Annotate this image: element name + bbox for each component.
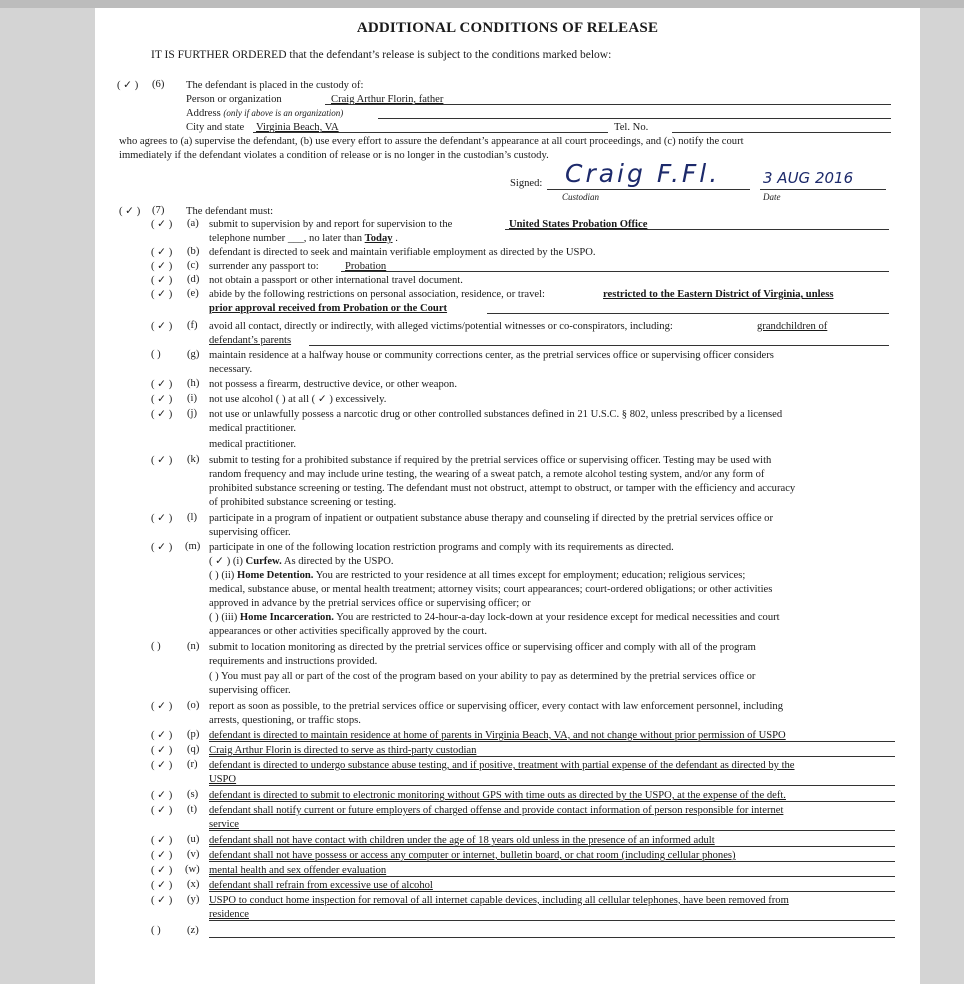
- item-m-letter: (m): [185, 541, 201, 552]
- item-k-text-3: prohibited substance screening or testing. The defendant must not obstruct, attempt to obstruct, or tamper with the efficiency and accuracy: [209, 483, 796, 494]
- item-z-checkbox: ( ): [151, 925, 161, 936]
- item-x-text: defendant shall refrain from excessive use of alcohol: [209, 880, 433, 891]
- item-c-letter: (c): [187, 260, 199, 271]
- signature-line: [547, 189, 750, 190]
- item-f-value-2: defendant’s parents: [209, 335, 292, 346]
- item-y-text-2: residence: [209, 909, 249, 920]
- item-w-checkbox: ( ✓ ): [151, 865, 173, 876]
- item-d-text: not obtain a passport or other international travel document.: [209, 275, 463, 286]
- item-g-text-2: necessary.: [209, 364, 253, 375]
- item-r-text-2: USPO: [209, 774, 237, 785]
- city-label: City and state: [186, 122, 245, 133]
- item-q-checkbox: ( ✓ ): [151, 745, 173, 756]
- signed-label: Signed:: [510, 178, 543, 189]
- item-t-text-2: service: [209, 819, 239, 830]
- item-o-text-2: arrests, questioning, or traffic stops.: [209, 715, 361, 726]
- item-d-letter: (d): [187, 274, 200, 285]
- agree-line-1: who agrees to (a) supervise the defendant, (b) use every effort to assure the defendant’s appearance at all court proceedings, and (c) notify the court: [119, 136, 744, 147]
- item-w-letter: (w): [185, 864, 200, 875]
- item-r-checkbox: ( ✓ ): [151, 760, 173, 771]
- condition-6-text: The defendant is placed in the custody of:: [186, 80, 364, 91]
- address-note: (only if above is an organization): [223, 108, 344, 118]
- item-t-text: defendant shall notify current or future employers of charged offense and provide contact information of person responsible for internet: [209, 805, 784, 816]
- item-a-text: submit to supervision by and report for supervision to the: [209, 219, 453, 230]
- item-t-checkbox: ( ✓ ): [151, 805, 173, 816]
- item-v-checkbox: ( ✓ ): [151, 850, 173, 861]
- item-m-text: participate in one of the following location restriction programs and comply with its requirements as directed.: [209, 542, 674, 553]
- item-h-letter: (h): [187, 378, 200, 389]
- tel-line: [672, 132, 891, 133]
- item-p-line: [209, 741, 895, 742]
- item-y-letter: (y): [187, 894, 200, 905]
- item-f-value-1: grandchildren of: [757, 321, 828, 332]
- condition-7-number: (7): [152, 205, 165, 216]
- page-title: ADDITIONAL CONDITIONS OF RELEASE: [356, 20, 659, 36]
- item-n-text-2: requirements and instructions provided.: [209, 656, 378, 667]
- item-p-checkbox: ( ✓ ): [151, 730, 173, 741]
- item-y-text: USPO to conduct home inspection for removal of all internet capable devices, including all cellular telephones, have been removed from: [209, 895, 789, 906]
- item-a-checkbox: ( ✓ ): [151, 219, 173, 230]
- item-l-letter: (l): [187, 512, 197, 523]
- condition-7-text: The defendant must:: [186, 206, 274, 217]
- custodian-signature: Craig F.Fl.: [565, 159, 721, 188]
- item-h-text: not possess a firearm, destructive device, or other weapon.: [209, 379, 457, 390]
- signature-date: 3 AUG 2016: [763, 169, 854, 187]
- item-l-text: participate in a program of inpatient or outpatient substance abuse therapy and counseling if directed by the pretrial services office or: [209, 513, 774, 524]
- item-t-line: [209, 830, 895, 831]
- item-o-letter: (o): [187, 700, 200, 711]
- home-detention-checkbox: ( ) (ii): [209, 570, 235, 581]
- item-k-letter: (k): [187, 454, 200, 465]
- item-g-checkbox: ( ): [151, 349, 161, 360]
- item-u-line: [209, 846, 895, 847]
- person-label: Person or organization: [186, 94, 282, 105]
- person-line: [325, 104, 891, 105]
- item-w-text: mental health and sex offender evaluation: [209, 865, 387, 876]
- item-a-letter: (a): [187, 218, 199, 229]
- date-line: [760, 189, 886, 190]
- item-f-line: [309, 345, 889, 346]
- pay-checkbox: ( ): [209, 671, 219, 682]
- person-value: Craig Arthur Florin, father: [331, 94, 444, 105]
- condition-6-number: (6): [152, 79, 165, 90]
- home-incarceration-checkbox: ( ) (iii): [209, 612, 238, 623]
- item-p-letter: (p): [187, 729, 200, 740]
- item-k-text: submit to testing for a prohibited substance if required by the pretrial services office or supervising officer. Testing may be used with: [209, 455, 772, 466]
- item-s-text: defendant is directed to submit to electronic monitoring without GPS with time outs as directed by the USPO, at the expense of the deft.: [209, 790, 786, 801]
- item-m-checkbox: ( ✓ ): [151, 542, 173, 553]
- item-s-checkbox: ( ✓ ): [151, 790, 173, 801]
- condition-6-checkbox: ( ✓ ): [117, 80, 139, 91]
- item-a-phone-label: telephone number ___, no later than Today .: [209, 233, 398, 244]
- curfew-checkbox: ( ✓ ) (i): [209, 556, 243, 567]
- city-value: Virginia Beach, VA: [256, 122, 339, 133]
- agree-line-2: immediately if the defendant violates a condition of release or is no longer in the custodian’s custody.: [119, 150, 549, 161]
- viewer-top-bar: [0, 0, 964, 8]
- item-e-value-1: restricted to the Eastern District of Virginia, unless: [603, 289, 834, 300]
- item-f-text: avoid all contact, directly or indirectly, with alleged victims/potential witnesses or co-conspirators, including:: [209, 321, 673, 332]
- document-page: [95, 8, 920, 984]
- item-v-text: defendant shall not have possess or access any computer or internet, bulletin board, or chat room (including cellular phones): [209, 850, 736, 861]
- item-b-checkbox: ( ✓ ): [151, 247, 173, 258]
- item-y-line: [209, 920, 895, 921]
- item-m-home-detention: ( ) (ii) Home Detention. You are restricted to your residence at all times except for employment; education; religious services;: [209, 570, 746, 581]
- condition-7-checkbox: ( ✓ ): [119, 206, 141, 217]
- item-r-letter: (r): [187, 759, 198, 770]
- address-label: Address (only if above is an organization): [186, 108, 344, 119]
- item-e-line: [487, 313, 889, 314]
- item-m-home-incarceration: ( ) (iii) Home Incarceration. You are restricted to 24-hour-a-day lock-down at your residence except for medical necessities and court: [209, 612, 780, 623]
- item-i-text: not use alcohol ( ) at all ( ✓ ) excessively.: [209, 394, 387, 405]
- custodian-caption: Custodian: [562, 192, 600, 202]
- intro-text: IT IS FURTHER ORDERED that the defendant’s release is subject to the conditions marked below:: [151, 49, 612, 61]
- item-k-checkbox: ( ✓ ): [151, 455, 173, 466]
- item-a-deadline: Today: [364, 233, 393, 244]
- item-t-letter: (t): [187, 804, 197, 815]
- item-m-text-5: approved in advance by the pretrial services office or supervising officer; or: [209, 598, 531, 609]
- item-p-text: defendant is directed to maintain residence at home of parents in Virginia Beach, VA, and not change without prior permission of USPO: [209, 730, 786, 741]
- item-j-text-3: medical practitioner.: [209, 439, 297, 450]
- item-e-value-2: prior approval received from Probation or the Court: [209, 303, 448, 314]
- item-i-checkbox: ( ✓ ): [151, 394, 173, 405]
- item-l-checkbox: ( ✓ ): [151, 513, 173, 524]
- item-k-text-2: random frequency and may include urine testing, the wearing of a sweat patch, a remote alcohol testing system, and/or any form of: [209, 469, 765, 480]
- item-h-checkbox: ( ✓ ): [151, 379, 173, 390]
- item-e-text: abide by the following restrictions on personal association, residence, or travel:: [209, 289, 545, 300]
- item-g-text: maintain residence at a halfway house or community corrections center, as the pretrial services office or supervising officer considers: [209, 350, 774, 361]
- item-f-checkbox: ( ✓ ): [151, 321, 173, 332]
- item-q-text: Craig Arthur Florin is directed to serve as third-party custodian: [209, 745, 477, 756]
- item-f-letter: (f): [187, 320, 198, 331]
- item-n-checkbox: ( ): [151, 641, 161, 652]
- item-c-checkbox: ( ✓ ): [151, 261, 173, 272]
- item-n-text-4: supervising officer.: [209, 685, 291, 696]
- item-u-letter: (u): [187, 834, 200, 845]
- item-q-letter: (q): [187, 744, 200, 755]
- item-b-text: defendant is directed to seek and maintain verifiable employment as directed by the USPO.: [209, 247, 596, 258]
- item-o-text: report as soon as possible, to the pretrial services office or supervising officer, every contact with law enforcement personnel, including: [209, 701, 784, 712]
- item-v-line: [209, 861, 895, 862]
- item-a-line: [505, 229, 889, 230]
- item-x-checkbox: ( ✓ ): [151, 880, 173, 891]
- item-a-value: United States Probation Office: [509, 219, 648, 230]
- item-n-pay: ( ) You must pay all or part of the cost of the program based on your ability to pay as determined by the pretrial services office or: [209, 671, 756, 682]
- item-k-text-4: of prohibited substance screening or testing.: [209, 497, 397, 508]
- item-m-curfew: ( ✓ ) (i) Curfew. As directed by the USPO.: [209, 556, 394, 567]
- item-s-line: [209, 801, 895, 802]
- item-q-line: [209, 756, 895, 757]
- item-n-text: submit to location monitoring as directed by the pretrial services office or supervising officer and comply with all of the program: [209, 642, 756, 653]
- item-u-checkbox: ( ✓ ): [151, 835, 173, 846]
- item-j-checkbox: ( ✓ ): [151, 409, 173, 420]
- item-m-text-4: medical, substance abuse, or mental health treatment; attorney visits; court appearances; court-ordered obligations; or other activities: [209, 584, 773, 595]
- item-c-text: surrender any passport to:: [209, 261, 319, 272]
- item-c-line: [341, 271, 889, 272]
- item-j-letter: (j): [187, 408, 197, 419]
- date-caption: Date: [763, 192, 781, 202]
- item-e-letter: (e): [187, 288, 199, 299]
- item-d-checkbox: ( ✓ ): [151, 275, 173, 286]
- item-s-letter: (s): [187, 789, 199, 800]
- item-z-letter: (z): [187, 925, 199, 936]
- item-y-checkbox: ( ✓ ): [151, 895, 173, 906]
- item-w-line: [209, 876, 895, 877]
- tel-label: Tel. No.: [614, 122, 649, 133]
- item-e-checkbox: ( ✓ ): [151, 289, 173, 300]
- city-line: [253, 132, 608, 133]
- item-r-line: [209, 785, 895, 786]
- item-o-checkbox: ( ✓ ): [151, 701, 173, 712]
- address-line: [378, 118, 891, 119]
- item-u-text: defendant shall not have contact with children under the age of 18 years old unless in the presence of an informed adult: [209, 835, 715, 846]
- item-j-text-2: medical practitioner.: [209, 423, 297, 434]
- item-g-letter: (g): [187, 349, 200, 360]
- item-c-value: Probation: [345, 261, 387, 272]
- item-z-line: [209, 937, 895, 938]
- item-b-letter: (b): [187, 246, 200, 257]
- item-i-letter: (i): [187, 393, 197, 404]
- item-x-line: [209, 891, 895, 892]
- item-n-letter: (n): [187, 641, 200, 652]
- item-v-letter: (v): [187, 849, 200, 860]
- item-x-letter: (x): [187, 879, 200, 890]
- item-r-text: defendant is directed to undergo substance abuse testing, and if positive, treatment with partial expense of the defendant as directed by the: [209, 760, 795, 771]
- item-j-text: not use or unlawfully possess a narcotic drug or other controlled substances defined in 21 U.S.C. § 802, unless prescribed by a licensed: [209, 409, 783, 420]
- item-l-text-2: supervising officer.: [209, 527, 291, 538]
- item-m-text-7: appearances or other activities specifically approved by the court.: [209, 626, 487, 637]
